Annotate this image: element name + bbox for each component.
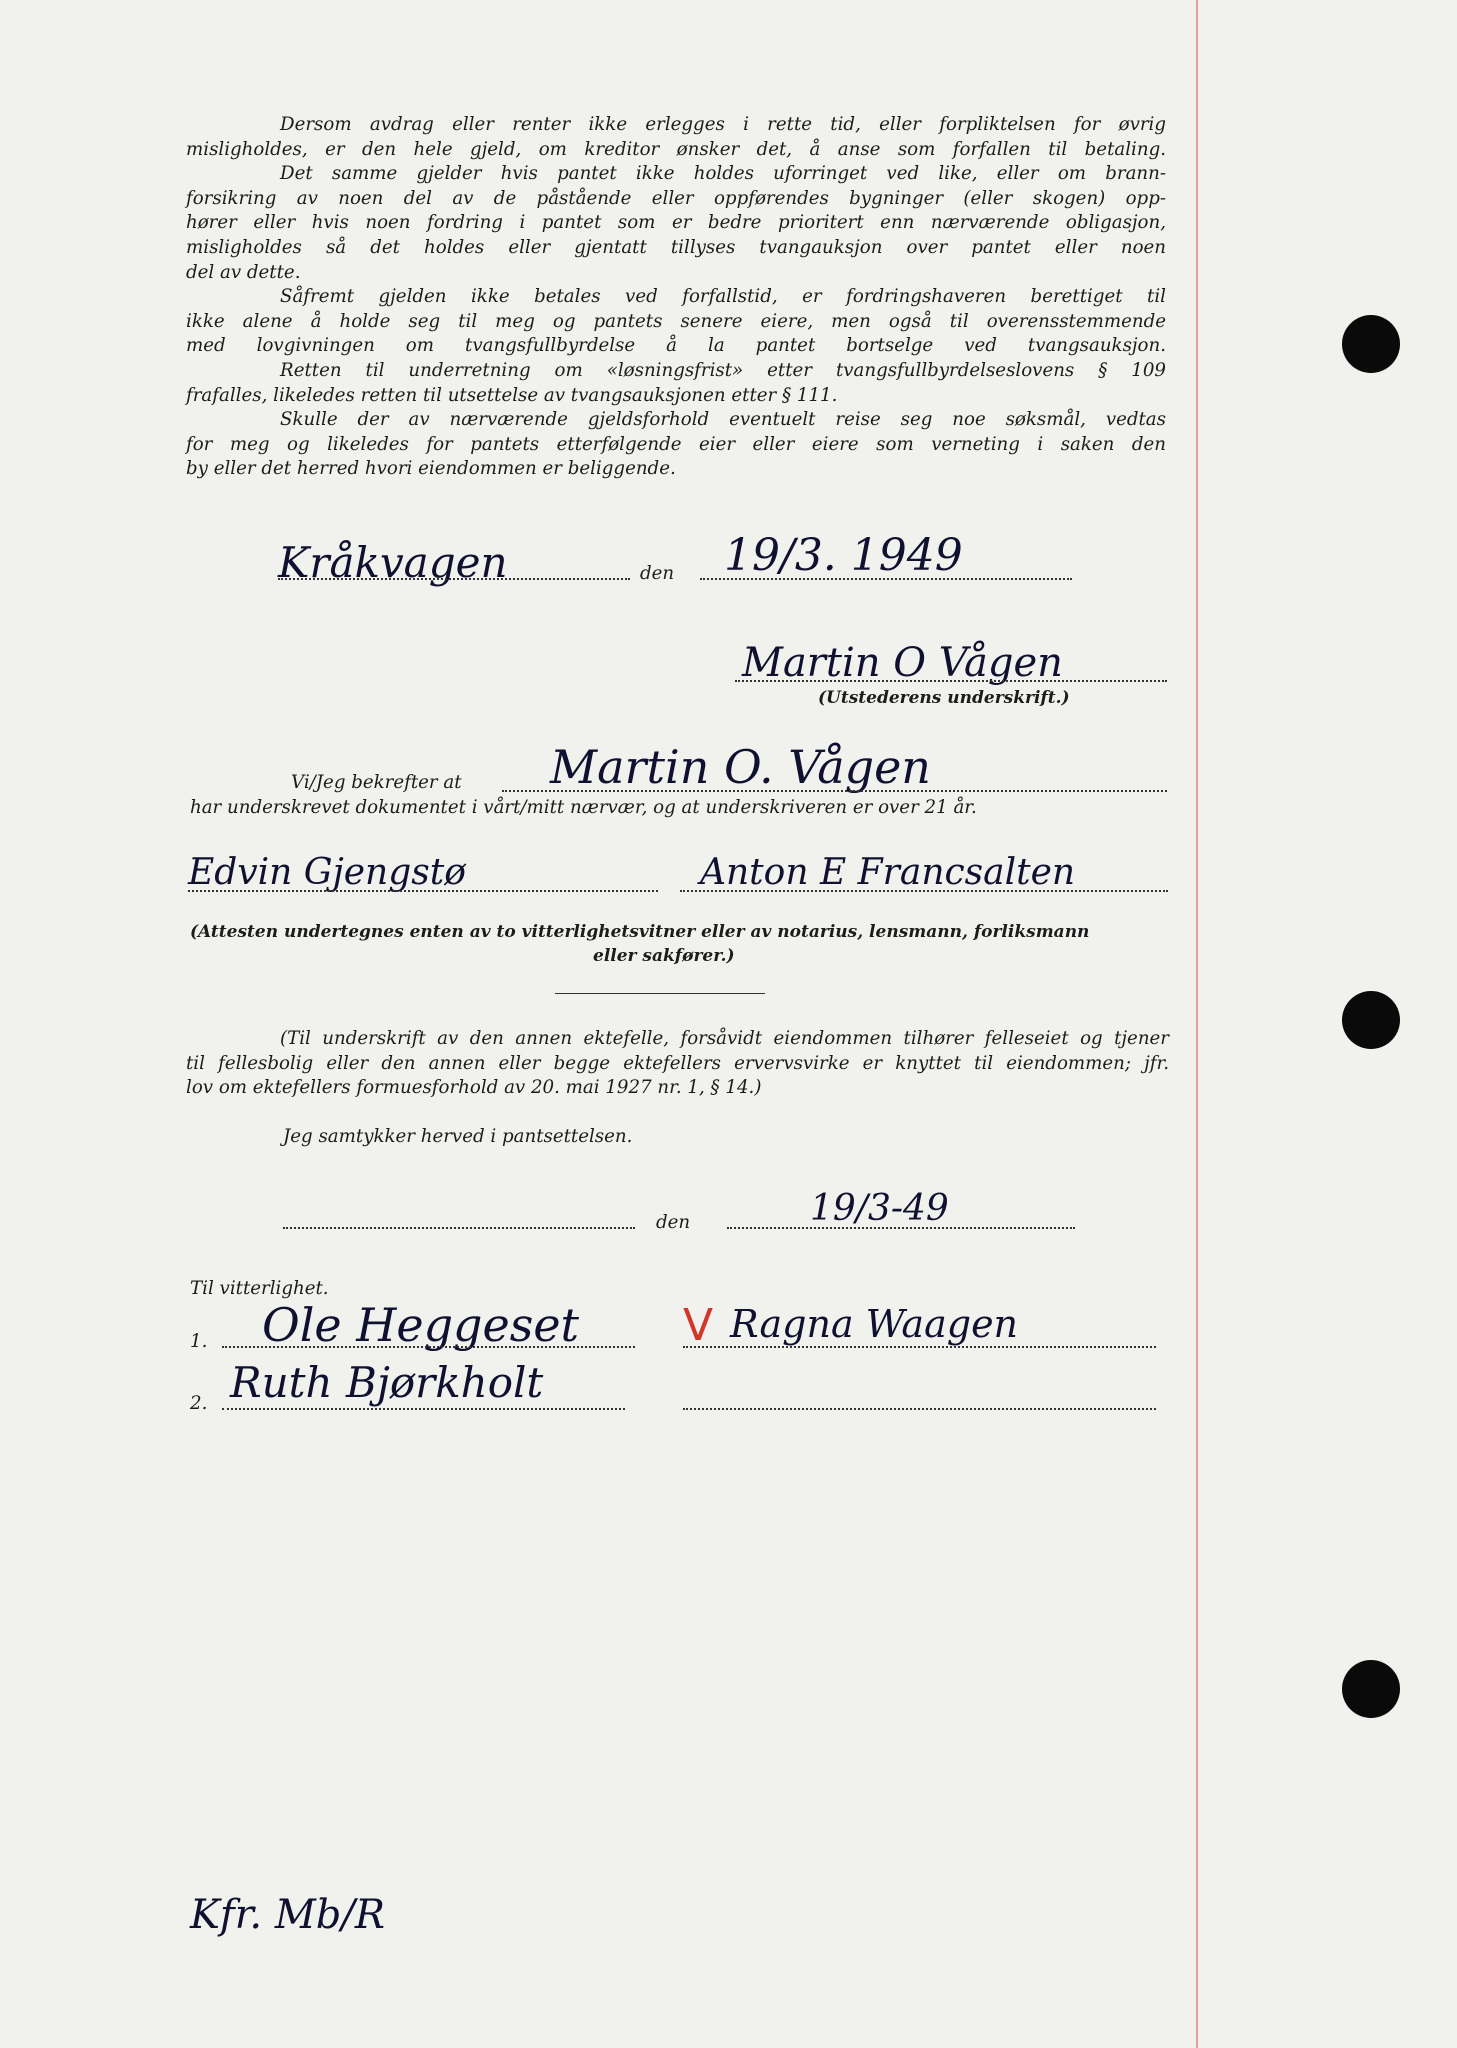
terms-line: Skulle der av nærværende gjeldsforhold eventuelt reise seg noe søksmål, vedtas <box>280 409 1166 431</box>
den-label-2: den <box>656 1212 691 1233</box>
spouse-note-line: lov om ektefellers formuesforhold av 20. mai 1927 nr. 1, § 14.) <box>186 1077 762 1099</box>
spouse-signature: Ragna Waagen <box>730 1302 1019 1346</box>
spouse-note-line: (Til underskrift av den annen ektefelle, forsåvidt eiendommen tilhører felleseiet og tjener <box>280 1028 1169 1049</box>
witness1-signature: Edvin Gjengstø <box>188 852 466 893</box>
place-signature: Kråkvagen <box>278 538 508 587</box>
terms-line: misligholdes, er den hele gjeld, om kreditor ønsker det, å anse som forfallen til betaling. <box>186 138 1166 160</box>
spouse-line <box>683 1346 1156 1348</box>
confirm-line <box>502 790 1167 792</box>
witness-number-1: 1. <box>190 1331 208 1352</box>
terms-line: del av dette. <box>186 261 301 283</box>
place-line <box>278 578 630 580</box>
terms-line: Retten til underretning om «løsningsfrist» etter tvangsfullbyrdelseslovens § 109 <box>280 359 1166 381</box>
terms-line: Det samme gjelder hvis pantet ikke holdes uforringet ved like, eller om brann- <box>280 163 1166 185</box>
binder-hole-top <box>1342 315 1400 373</box>
date2-line <box>727 1227 1075 1229</box>
binder-hole-bottom <box>1342 1660 1400 1718</box>
issuer-caption: (Utstederens underskrift.) <box>818 688 1070 708</box>
terms-line: misligholdes så det holdes eller gjentatt tillyses tvangauksjon over pantet eller noen <box>186 236 1166 258</box>
issuer-signature: Martin O Vågen <box>742 640 1063 686</box>
terms-line: ikke alene å holde seg til meg og pantets senere eiere, men også til overensstemmende <box>186 310 1166 332</box>
place2-line <box>283 1227 635 1229</box>
terms-line: med lovgivningen om tvangsfullbyrdelse å la pantet bortselge ved tvangsauksjon. <box>186 335 1166 357</box>
issuer-line <box>735 680 1167 682</box>
date-signature: 19/3. 1949 <box>724 530 963 581</box>
witness-number-2: 2. <box>190 1393 208 1414</box>
terms-line: hører eller hvis noen fordring i pantet som er bedre prioritert enn nærværende obligasjon, <box>186 212 1166 234</box>
blank-line <box>683 1408 1156 1410</box>
terms-line: Såfremt gjelden ikke betales ved forfallstid, er fordringshaveren berettiget til <box>280 286 1166 308</box>
terms-line: for meg og likeledes for pantets etterfølgende eier eller eiere som verneting i saken den <box>186 433 1166 455</box>
terms-paragraph <box>186 113 1166 482</box>
spouse-note-line: til fellesbolig eller den annen eller begge ektefellers ervervsvirke er knyttet til eiendommen; jfr. <box>186 1052 1169 1074</box>
attest-note-line2: eller sakfører.) <box>593 946 735 966</box>
consent-text: Jeg samtykker herved i pantsettelsen. <box>283 1126 633 1147</box>
terms-line: by eller det herred hvori eiendommen er beliggende. <box>186 458 676 480</box>
witness2-line <box>680 890 1168 892</box>
footer-annotation: Kfr. Mb/R <box>190 1892 385 1938</box>
terms-line: Dersom avdrag eller renter ikke erlegges i rette tid, eller forpliktelsen for øvrig <box>280 114 1166 135</box>
den-label: den <box>640 563 675 584</box>
vitterlighet-label: Til vitterlighet. <box>190 1278 329 1299</box>
witness-a-signature: Ole Heggeset <box>262 1298 580 1352</box>
witness2-signature: Anton E Francsalten <box>700 852 1076 893</box>
witness1-line <box>188 890 658 892</box>
witness-b-line <box>222 1408 625 1410</box>
separator-rule <box>555 993 765 994</box>
terms-line: forsikring av noen del av de påstående eller oppførendes bygninger (eller skogen) opp- <box>186 187 1166 209</box>
witness-a-line <box>222 1346 635 1348</box>
date2-signature: 19/3-49 <box>810 1188 949 1229</box>
attest-note-line1: (Attesten undertegnes enten av to vitterlighetsvitner eller av notarius, lensmann, forliksmann <box>190 922 1090 942</box>
date-line <box>700 578 1072 580</box>
confirm-prefix: Vi/Jeg bekrefter at <box>291 772 462 793</box>
witness-b-signature: Ruth Bjørkholt <box>230 1358 544 1407</box>
terms-line: frafalles, likeledes retten til utsettelse av tvangsauksjonen etter § 111. <box>186 384 838 406</box>
margin-rule <box>1196 0 1198 2048</box>
spouse-note <box>186 1027 1169 1101</box>
confirm-statement: har underskrevet dokumentet i vårt/mitt nærvær, og at underskriveren er over 21 år. <box>190 797 977 818</box>
binder-hole-middle <box>1342 991 1400 1049</box>
check-mark: V <box>683 1300 714 1351</box>
confirm-signature: Martin O. Vågen <box>550 740 931 794</box>
